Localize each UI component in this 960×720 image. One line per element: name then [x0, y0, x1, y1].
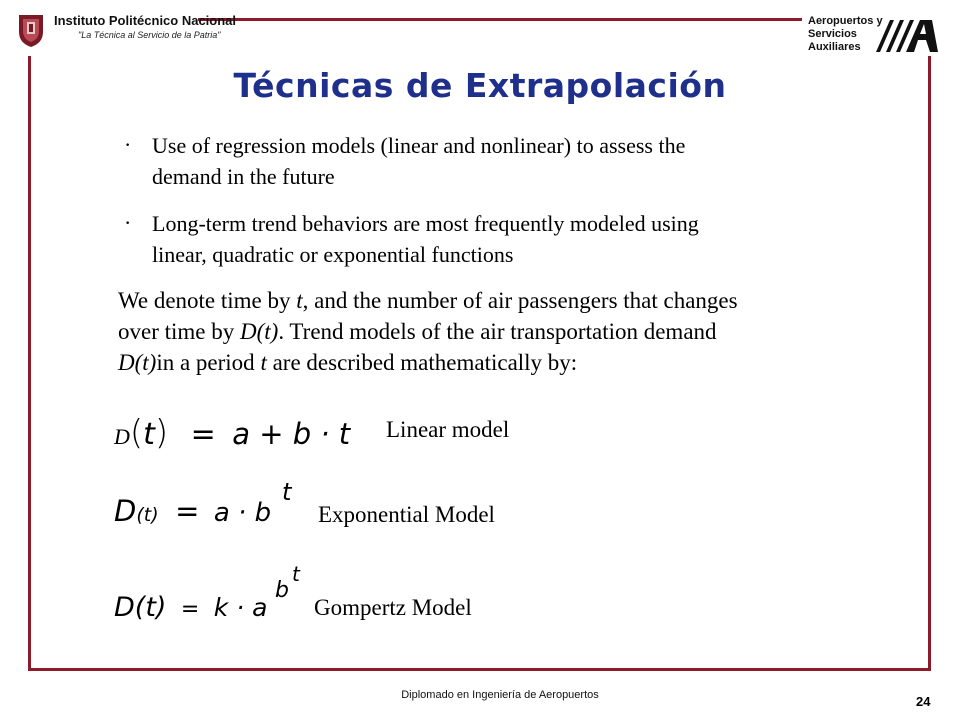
institution-name: Instituto Politécnico Nacional	[54, 13, 237, 28]
bullet-dot: ·	[124, 210, 132, 235]
institution-motto: "La Técnica al Servicio de la Patria"	[78, 30, 221, 40]
paragraph-text: , and the number of air passengers that changes	[302, 288, 738, 313]
paragraph-text: over time by	[118, 319, 240, 344]
header-rule	[198, 18, 802, 21]
formula-label: Linear model	[386, 417, 510, 442]
formula-rhs: k · a	[213, 593, 268, 622]
partner-name	[808, 15, 883, 54]
slide-title: Técnicas de Extrapolación	[233, 66, 727, 105]
partner-name-line: Aeropuertos y	[808, 15, 883, 27]
paragraph-text: in a period	[156, 350, 261, 375]
footer-course: Diplomado en Ingeniería de Aeropuertos	[401, 689, 599, 701]
formula-exponent: t	[282, 478, 292, 506]
formula-rhs: a · b	[213, 498, 272, 528]
formula-exponent: t	[292, 562, 300, 586]
paragraph-line	[118, 347, 878, 378]
formula-label: Gompertz Model	[314, 595, 472, 620]
paragraph-line	[118, 285, 878, 316]
bullet-line: Long-term trend behaviors are most frequently modeled using	[152, 211, 699, 236]
paragraph-var: D(t)	[240, 319, 279, 344]
formula-exponent-base: b	[275, 578, 289, 603]
formula-paren: (	[129, 413, 144, 453]
formula-lhs: D	[114, 424, 130, 449]
formula-lhs: D(t)	[114, 592, 167, 623]
asa-logo-icon	[874, 18, 940, 54]
bullet-line: demand in the future	[152, 164, 335, 189]
formula-label: Exponential Model	[318, 502, 495, 527]
formula-math	[114, 413, 350, 453]
paragraph-var: t	[296, 288, 303, 313]
bullet-line: linear, quadratic or exponential functions	[152, 242, 514, 267]
formula-lhs: D	[114, 494, 137, 528]
formula-var: t	[143, 417, 155, 452]
formula-equals: =	[190, 417, 216, 452]
formula-rhs: a + b · t	[232, 417, 351, 451]
definition-paragraph	[118, 285, 878, 378]
formula-math	[114, 494, 271, 528]
paragraph-text: are described mathematically by:	[266, 350, 578, 375]
partner-name-line: Auxiliares	[808, 41, 861, 53]
bullet-item	[124, 208, 854, 270]
formula-equals: =	[175, 494, 200, 528]
paragraph-text: . Trend models of the air transportation demand	[278, 319, 717, 344]
partner-name-line: Servicios	[808, 28, 857, 40]
formula-paren: )	[154, 413, 169, 453]
bullet-item	[124, 130, 854, 192]
paragraph-text: We denote time by	[118, 288, 297, 313]
formula-equals: =	[180, 597, 200, 622]
formula-math	[114, 592, 267, 623]
formula-arg: (t)	[136, 504, 159, 526]
bullet-dot: ·	[124, 132, 132, 157]
ipn-shield-icon	[16, 12, 46, 48]
page-number: 24	[916, 694, 931, 709]
paragraph-var: t	[260, 350, 267, 375]
bullet-line: Use of regression models (linear and nonlinear) to assess the	[152, 133, 686, 158]
paragraph-var: D(t)	[118, 350, 157, 375]
paragraph-line	[118, 316, 878, 347]
